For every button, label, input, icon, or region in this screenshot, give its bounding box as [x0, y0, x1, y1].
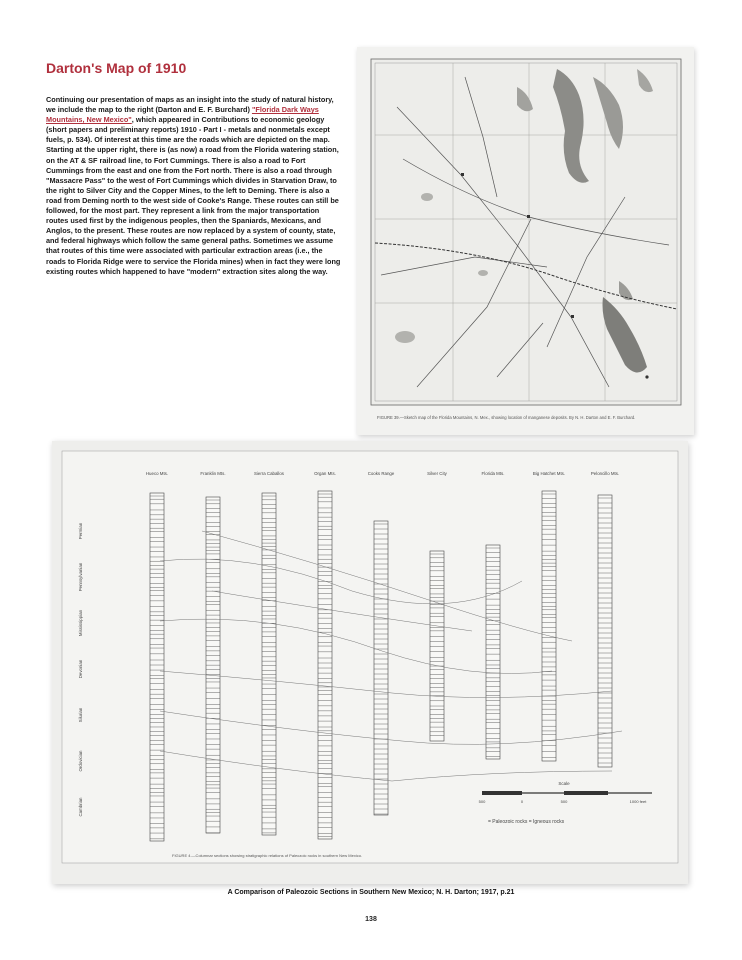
- section-column: [262, 493, 276, 835]
- section-column-header: Silver City: [427, 471, 447, 476]
- section-column-headers: [146, 471, 619, 476]
- figure-caption: A Comparison of Paleozoic Sections in Southern New Mexico; N. H. Darton; 1917, p.21: [227, 889, 515, 896]
- geologic-age-label: Pennsylvanian: [78, 562, 83, 592]
- section-column: [542, 491, 556, 761]
- section-column-header: Big Hatchet Mts.: [532, 471, 566, 476]
- body-intro: Continuing our presentation of maps as an insight into the study of natural history, we include the map to the right (Darton and E. F. Burchard): [46, 95, 334, 115]
- section-column: [486, 545, 500, 759]
- geologic-age-label: Cambrian: [78, 797, 83, 817]
- geologic-age-label: Devonian: [78, 659, 83, 679]
- legend-text: = Paleozoic rocks = Igneous rocks: [488, 819, 565, 825]
- geologic-age-labels: [78, 522, 83, 816]
- geologic-age-label: Permian: [78, 522, 83, 540]
- scale-tick-label: 0: [520, 799, 524, 804]
- geologic-age-label: Silurian: [78, 707, 83, 723]
- section-column: [150, 493, 164, 841]
- section-column-header: Peloncillo Mts.: [590, 471, 620, 476]
- scale-tick-label: 500: [560, 799, 568, 804]
- body-continuation: , which appeared in Contributions to economic geology (short papers and preliminary reports) 1910 - Part I - metals and nonmetals except fuels, p. 534). Of interest at this time are the roads which are depicted on the map. Starting at the upper right, there is (as now) a road from the Florida watering station, on the AT & SF railroad line, to Fort Cummings. There is also a road to Fort Cummings from the east and one from the Fort north. There is also a road through "Massacre Pass" to the west of Fort Cummings which divides in Starvation Draw, to the right to Silver City and the Copper Mines, to the left to Deming. There is also a road from Deming north to the west side of Cooke's Range. These routes can still be followed, for the most part. They represent a link from the major transportation routes used first by the indigenous peoples, then the Spaniards, Mexicans, and Anglos, to the present. These routes are now replaced by a system of county, state, and federal highways which follow the same general paths. Sometimes we assume that routes of this time were associated with particular extraction areas (i.e., the roads to Florida Ridge were to service the Florida mines) when in fact they were long existing routes which happened to have "modern" extraction sites along the way.: [46, 115, 341, 276]
- article-title: Darton's Map of 1910: [46, 60, 187, 76]
- sections-caption: FIGURE 4.—Columnar sections showing stratigraphic relations of Paleozoic rocks in southern New Mexico.: [172, 853, 363, 858]
- article-body: [46, 95, 342, 277]
- section-column-header: Hueco Mts.: [145, 471, 169, 476]
- section-column: [598, 495, 612, 767]
- scale-tick-label: 1000 feet: [629, 799, 647, 804]
- scale-tick-label: 500: [478, 799, 486, 804]
- section-column-header: Cooks Range: [367, 471, 395, 476]
- stratigraphic-sections-figure: [52, 441, 688, 884]
- section-column-header: Sierra Caballos: [253, 471, 285, 476]
- geologic-age-label: Ordovician: [78, 750, 83, 772]
- scale-label: Scale: [558, 781, 570, 786]
- section-column-header: Franklin Mts.: [200, 471, 226, 476]
- geologic-age-label: Mississippian: [78, 609, 83, 637]
- section-column-header: Florida Mts.: [481, 471, 505, 476]
- section-column: [430, 551, 444, 741]
- section-column: [374, 521, 388, 815]
- section-column-header: Organ Mts.: [314, 471, 336, 476]
- florida-mountains-map: [357, 47, 694, 435]
- map-source-link[interactable]: "Florida Dark Ways Mountains, New Mexico": [46, 105, 319, 125]
- columnar-sections-chart: [52, 441, 688, 884]
- page-number: 138: [365, 916, 377, 923]
- map-caption: FIGURE 39.—Sketch map of the Florida Mountains, N. Mex., showing location of manganese deposits. By N. H. Darton and E. F. Burchard.: [377, 415, 636, 420]
- darton-map-figure: [357, 47, 694, 435]
